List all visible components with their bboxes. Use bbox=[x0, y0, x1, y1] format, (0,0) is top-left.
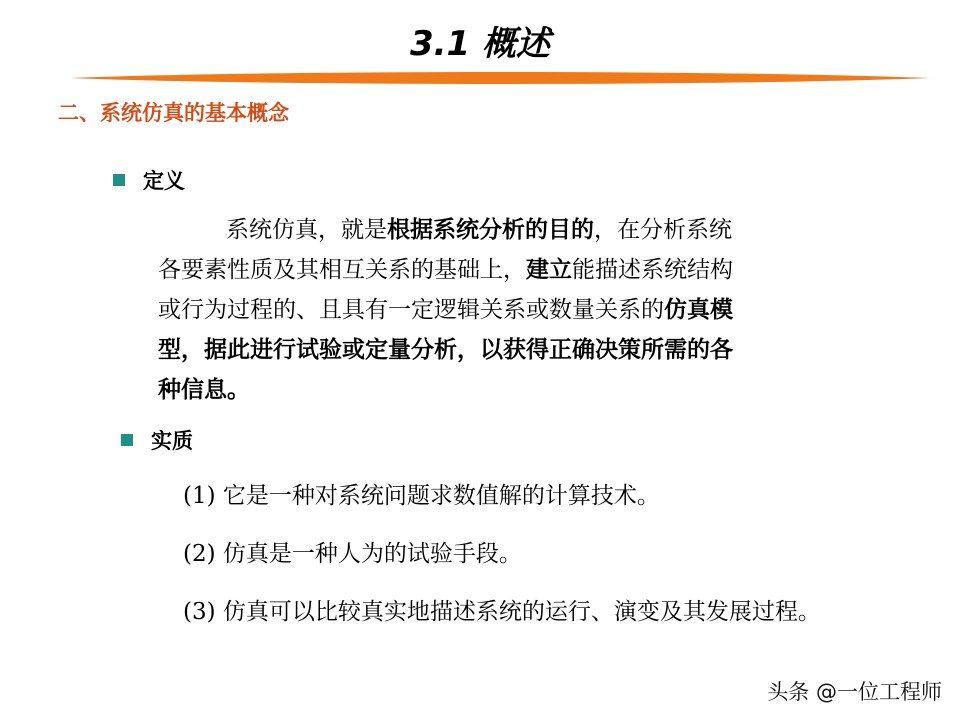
definition-line bbox=[158, 370, 848, 410]
definition-bold-text: 建立 bbox=[526, 256, 572, 283]
square-bullet-icon bbox=[121, 434, 133, 446]
definition-line bbox=[158, 210, 848, 250]
section-heading: 二、系统仿真的基本概念 bbox=[58, 101, 289, 125]
definition-text: 能描述系统结构 bbox=[572, 257, 733, 283]
watermark: 头条 @一位工程师 bbox=[767, 680, 942, 704]
definition-text: 系统仿真，就是 bbox=[226, 217, 387, 243]
slide-title: 3.1 概述 bbox=[409, 24, 551, 64]
definition-bold-text: 种信息。 bbox=[158, 376, 250, 403]
definition-bold-text: 型，据此进行试验或定量分析，以获得正确决策所需的各 bbox=[158, 336, 733, 363]
essence-item-2: (2) 仿真是一种人为的试验手段。 bbox=[183, 541, 522, 567]
essence-item-1: (1) 它是一种对系统问题求数值解的计算技术。 bbox=[183, 483, 660, 509]
definition-text: ，在分析系统 bbox=[594, 217, 732, 243]
essence-item-3: (3) 仿真可以比较真实地描述系统的运行、演变及其发展过程。 bbox=[183, 599, 821, 625]
definition-bold-text: 根据系统分析的目的 bbox=[387, 216, 594, 243]
definition-text: 或行为过程的、且具有一定逻辑关系或数量关系的 bbox=[158, 297, 664, 323]
definition-line bbox=[158, 250, 848, 290]
square-bullet-icon bbox=[113, 174, 125, 186]
definition-line bbox=[158, 290, 848, 330]
title-divider bbox=[70, 70, 930, 86]
definition-bold-text: 仿真模 bbox=[664, 296, 733, 323]
essence-heading bbox=[121, 425, 193, 455]
definition-label: 定义 bbox=[143, 169, 185, 193]
definition-text: 各要素性质及其相互关系的基础上， bbox=[158, 257, 526, 283]
definition-line bbox=[158, 330, 848, 370]
essence-label: 实质 bbox=[151, 429, 193, 453]
definition-heading bbox=[113, 165, 185, 195]
definition-paragraph bbox=[158, 210, 848, 410]
